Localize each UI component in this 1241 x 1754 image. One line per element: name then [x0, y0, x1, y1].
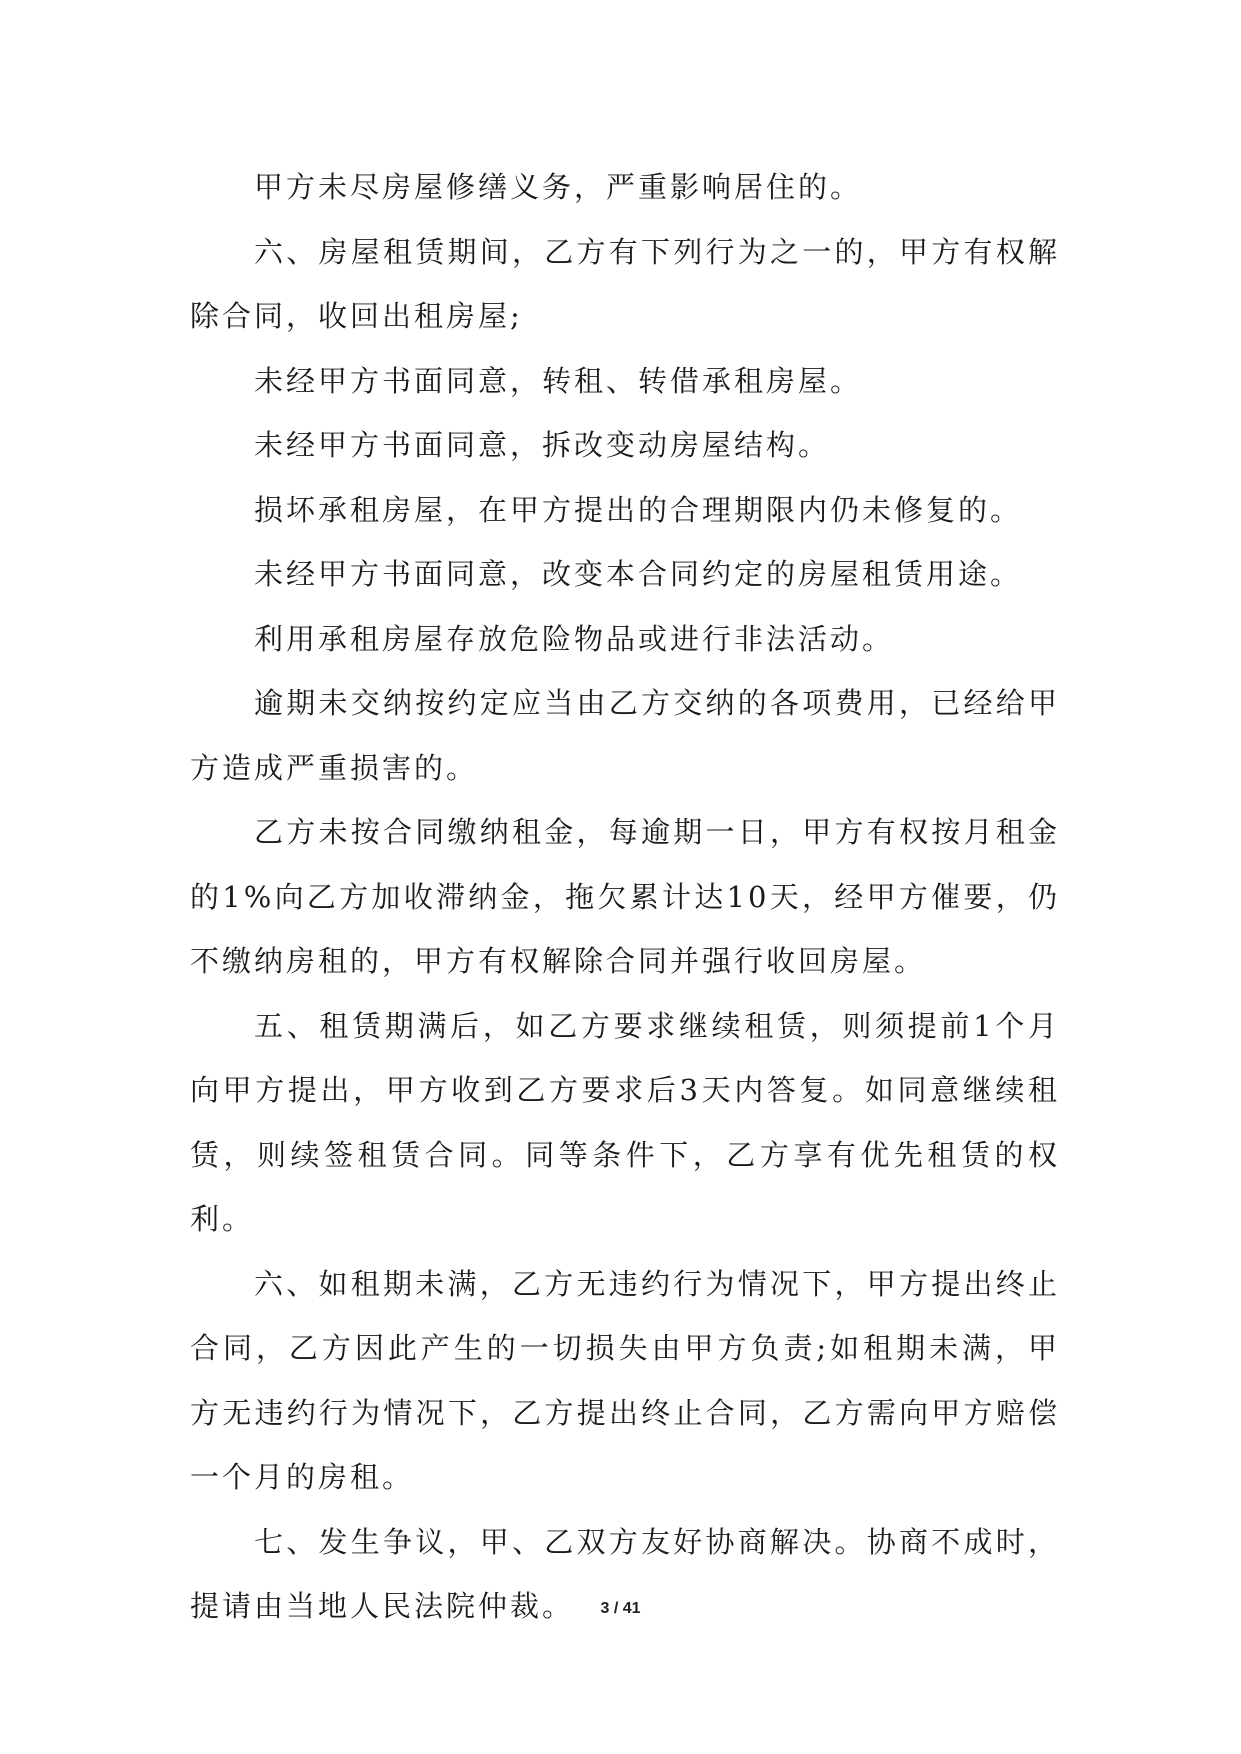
paragraph: 未经甲方书面同意，转租、转借承租房屋。 — [254, 363, 863, 398]
paragraph: 逾期未交纳按约定应当由乙方交纳的各项费用，已经给甲方造成严重损害的。 — [190, 686, 1060, 785]
paragraph: 未经甲方书面同意，改变本合同约定的房屋租赁用途。 — [254, 557, 1023, 591]
paragraph: 六、房屋租赁期间，乙方有下列行为之一的，甲方有权解除合同，收回出租房屋; — [190, 234, 1060, 333]
paragraph: 甲方未尽房屋修缮义务，严重影响居住的。 — [254, 170, 863, 204]
page-number: 3 / 41 — [600, 1600, 641, 1617]
paragraph: 利用承租房屋存放危险物品或进行非法活动。 — [254, 621, 895, 656]
paragraph: 六、如租期未满，乙方无违约行为情况下，甲方提出终止合同，乙方因此产生的一切损失由甲方负责;如租期未满，甲方无违约行为情况下，乙方提出终止合同，乙方需向甲方赔偿一个月的房租。 — [190, 1266, 1060, 1494]
paragraph: 未经甲方书面同意，拆改变动房屋结构。 — [254, 428, 831, 462]
paragraph: 五、租赁期满后，如乙方要求继续租赁，则须提前1个月向甲方提出，甲方收到乙方要求后3天内答复。如同意继续租赁，则续签租赁合同。同等条件下，乙方享有优先租赁的权利。 — [190, 1008, 1060, 1236]
paragraph: 乙方未按合同缴纳租金，每逾期一日，甲方有权按月租金的1%向乙方加收滞纳金，拖欠累计达10天，经甲方催要，仍不缴纳房租的，甲方有权解除合同并强行收回房屋。 — [190, 815, 1060, 978]
paragraph: 损坏承租房屋，在甲方提出的合理期限内仍未修复的。 — [254, 492, 1023, 527]
paragraph: 七、发生争议，甲、乙双方友好协商解决。协商不成时，提请由当地人民法院仲裁。 — [190, 1524, 1060, 1623]
document-body — [190, 155, 1060, 1639]
